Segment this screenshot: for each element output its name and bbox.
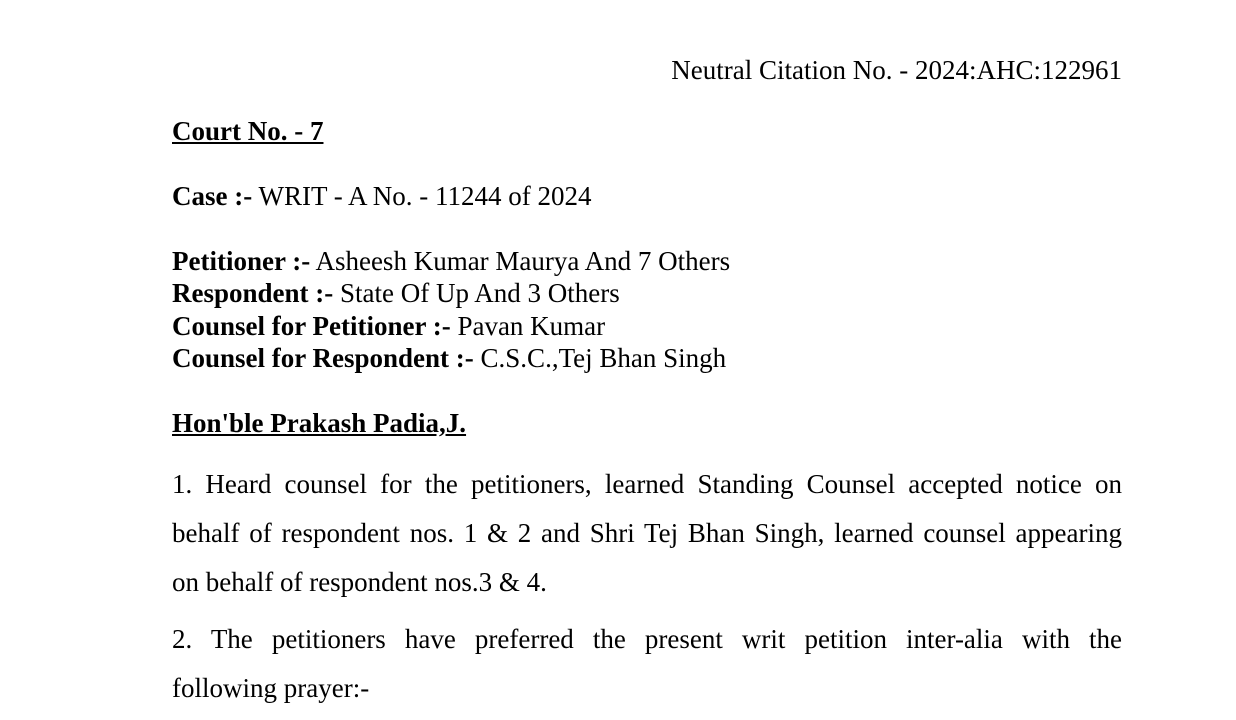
counsel-petitioner-value: Pavan Kumar	[450, 311, 606, 341]
counsel-respondent-label: Counsel for Respondent :-	[172, 343, 474, 373]
court-number: Court No. - 7	[172, 116, 324, 146]
counsel-respondent-value: C.S.C.,Tej Bhan Singh	[473, 343, 727, 373]
paragraph-2	[172, 615, 1122, 713]
counsel-petitioner-line	[172, 310, 605, 342]
case-value: WRIT - A No. - 11244 of 2024	[252, 181, 592, 211]
respondent-label: Respondent :-	[172, 278, 334, 308]
case-label: Case :-	[172, 181, 253, 211]
case-line	[172, 180, 591, 212]
paragraph-line: following prayer:-	[172, 673, 370, 703]
petitioner-label: Petitioner :-	[172, 246, 311, 276]
judge-name: Hon'ble Prakash Padia,J.	[172, 408, 467, 438]
paragraph-line: 1. Heard counsel for the petitioners, learned Standing Counsel accepted notice on	[172, 469, 1122, 499]
paragraph-line: on behalf of respondent nos.3 & 4.	[172, 567, 547, 597]
neutral-citation: Neutral Citation No. - 2024:AHC:122961	[671, 55, 1122, 85]
respondent-value: State Of Up And 3 Others	[333, 278, 620, 308]
respondent-line	[172, 277, 620, 309]
counsel-petitioner-label: Counsel for Petitioner :-	[172, 311, 451, 341]
counsel-respondent-line	[172, 342, 726, 374]
paragraph-line: 2. The petitioners have preferred the present writ petition inter-alia with the	[172, 624, 1122, 654]
paragraph-line: behalf of respondent nos. 1 & 2 and Shri Tej Bhan Singh, learned counsel appearing	[172, 518, 1122, 548]
petitioner-value: Asheesh Kumar Maurya And 7 Others	[310, 246, 731, 276]
paragraph-1	[172, 460, 1122, 607]
petitioner-line	[172, 245, 730, 277]
